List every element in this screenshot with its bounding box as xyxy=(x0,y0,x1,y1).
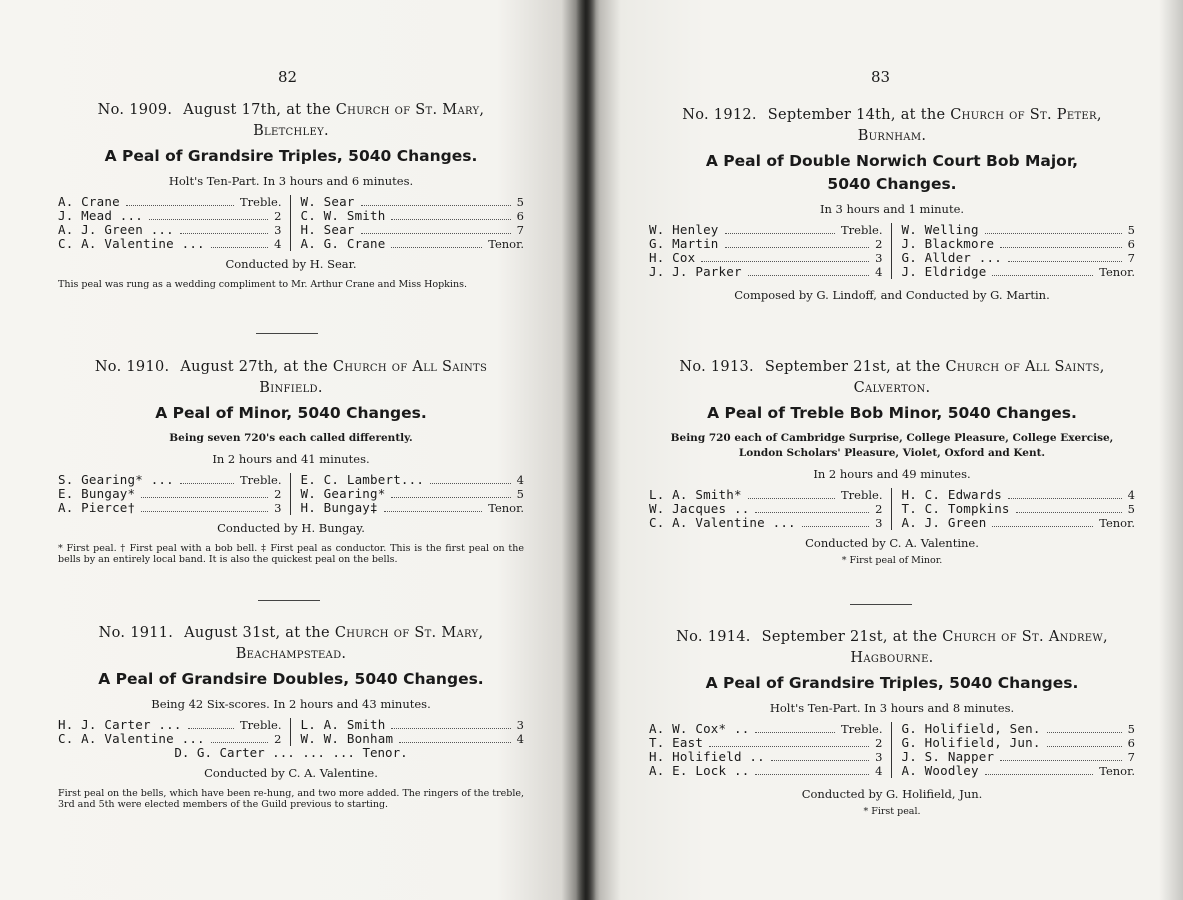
conductor-line: Conducted by C. A. Valentine. xyxy=(204,766,378,780)
conductor-line: Conducted by H. Bungay. xyxy=(217,521,365,535)
section-divider xyxy=(850,604,912,605)
ringer-row xyxy=(649,764,883,778)
ringer-name: G. Holifield, Sen. xyxy=(901,721,1041,736)
bell-number: Tenor. xyxy=(1099,764,1135,778)
entry-church: Church of St. Mary, xyxy=(335,102,485,118)
ringer-row xyxy=(301,487,525,501)
ringers-right-column xyxy=(291,195,525,251)
ringer-row xyxy=(902,265,1136,279)
entry-date: September 21st, at the xyxy=(761,629,938,645)
ringer-name: J. Mead ... xyxy=(58,208,143,223)
bell-number: 5 xyxy=(516,195,524,209)
ringer-row xyxy=(902,488,1136,502)
peal-subtitle: Being 42 Six-scores. In 2 hours and 43 minutes. xyxy=(151,697,431,711)
bell-number: 6 xyxy=(1127,736,1135,750)
ringer-name: G. Allder ... xyxy=(901,250,1002,265)
ringer-row xyxy=(301,195,525,209)
ringer-row xyxy=(301,732,525,746)
ringers-table xyxy=(58,195,524,251)
ringer-row xyxy=(902,764,1136,778)
bell-number: 2 xyxy=(875,736,883,750)
peal-title: A Peal of Grandsire Doubles, 5040 Changes. xyxy=(98,670,484,688)
ringers-left-column xyxy=(649,722,892,778)
footnote: * First peal. † First peal with a bob bell. ‡ First peal as conductor. This is the first peal on the bells by an entirely local band. It is also the quickest peal on the bells. xyxy=(58,543,524,565)
peal-duration: In 2 hours and 41 minutes. xyxy=(212,452,370,466)
bell-number: Tenor. xyxy=(488,237,524,251)
ringer-name: C. A. Valentine ... xyxy=(649,515,796,530)
bell-number: Treble. xyxy=(240,195,282,209)
entry-date: August 31st, at the xyxy=(184,625,330,641)
ringer-name: G. Martin xyxy=(649,236,719,251)
entry-date: August 17th, at the xyxy=(183,102,331,118)
bell-number: 4 xyxy=(516,473,524,487)
ringers-table xyxy=(58,718,524,746)
ringer-name: A. W. Cox* .. xyxy=(649,721,750,736)
bell-number: Treble. xyxy=(240,473,282,487)
page-number: 82 xyxy=(278,68,298,86)
peal-subtitle: Being 720 each of Cambridge Surprise, College Pleasure, College Exercise, London Scholars' Pleasure, Violet, Oxford and Kent. xyxy=(670,432,1114,459)
entry-place: Calverton. xyxy=(853,380,931,396)
bell-number: 2 xyxy=(274,487,282,501)
peal-duration: In 2 hours and 49 minutes. xyxy=(813,467,971,481)
bell-number: Treble. xyxy=(240,718,282,732)
peal-entry-1913 xyxy=(649,357,1135,566)
ringer-name: W. Jacques .. xyxy=(649,501,750,516)
bell-number: 3 xyxy=(875,516,883,530)
ringer-row xyxy=(649,223,883,237)
conductor-line: Composed by G. Lindoff, and Conducted by G. Martin. xyxy=(734,288,1050,302)
ringer-row xyxy=(58,237,282,251)
peal-title: A Peal of Treble Bob Minor, 5040 Changes. xyxy=(707,404,1077,422)
ringer-name: W. Welling xyxy=(901,222,979,237)
ringer-row xyxy=(649,516,883,530)
bell-number: 5 xyxy=(1127,223,1135,237)
ringer-row xyxy=(58,209,282,223)
ringer-row xyxy=(649,750,883,764)
ringer-row xyxy=(902,516,1136,530)
bell-number: Treble. xyxy=(841,722,883,736)
bell-number: 5 xyxy=(1127,722,1135,736)
ringers-left-column xyxy=(58,718,291,746)
ringer-name: G. Holifield, Jun. xyxy=(901,735,1041,750)
ringer-row xyxy=(58,473,282,487)
footnote: * First peal. xyxy=(863,806,921,817)
bell-number: 7 xyxy=(1127,251,1135,265)
ringer-row xyxy=(301,237,525,251)
ringer-row xyxy=(649,251,883,265)
ringer-row xyxy=(301,718,525,732)
ringer-name: J. Blackmore xyxy=(901,236,995,251)
entry-date: September 21st, at the xyxy=(764,359,941,375)
entry-heading xyxy=(58,100,524,142)
right-page xyxy=(585,0,1183,900)
ringer-name: A. Woodley xyxy=(901,763,979,778)
entry-number: No. 1909. xyxy=(97,102,173,118)
ringer-name: W. Henley xyxy=(649,222,719,237)
peal-subtitle: In 3 hours and 1 minute. xyxy=(819,202,965,216)
entry-number: No. 1914. xyxy=(676,629,751,645)
entry-number: No. 1912. xyxy=(682,107,757,123)
peal-subtitle: Being seven 720's each called differently. xyxy=(169,432,413,444)
bell-number: 4 xyxy=(1127,488,1135,502)
ringer-row xyxy=(301,209,525,223)
ringer-name: H. C. Edwards xyxy=(901,487,1002,502)
ringer-name: H. Bungay‡ xyxy=(300,500,378,515)
ringer-name: W. Gearing* xyxy=(300,486,386,501)
ringers-left-column xyxy=(58,473,291,515)
ringers-left-column xyxy=(58,195,291,251)
ringer-row xyxy=(58,223,282,237)
ringers-table xyxy=(649,488,1135,530)
ringer-row xyxy=(58,487,282,501)
ringer-name: T. C. Tompkins xyxy=(901,501,1010,516)
bell-number: 3 xyxy=(274,501,282,515)
entry-church: Church of St. Andrew, xyxy=(942,629,1108,645)
ringer-row xyxy=(58,718,282,732)
ringers-right-column xyxy=(892,223,1136,279)
entry-heading xyxy=(58,357,524,399)
bell-number: 4 xyxy=(274,237,282,251)
bell-number: 5 xyxy=(516,487,524,501)
ringer-row xyxy=(649,502,883,516)
entry-place: Binfield. xyxy=(259,380,323,396)
ringer-name: H. Holifield .. xyxy=(649,749,765,764)
ringer-row xyxy=(301,473,525,487)
ringer-row xyxy=(58,501,282,515)
ringers-table xyxy=(58,473,524,515)
bell-number: 2 xyxy=(875,237,883,251)
ringer-row xyxy=(902,223,1136,237)
bell-number: Tenor. xyxy=(1099,265,1135,279)
ringer-row xyxy=(649,237,883,251)
footnote: First peal on the bells, which have been re-hung, and two more added. The ringers of the treble, 3rd and 5th were elected members of the Guild previous to starting. xyxy=(58,788,524,810)
conductor-line: Conducted by H. Sear. xyxy=(225,257,357,271)
ringer-name: J. J. Parker xyxy=(649,264,742,279)
ringers-right-column xyxy=(892,722,1136,778)
peal-title: A Peal of Grandsire Triples, 5040 Changes. xyxy=(705,674,1079,692)
bell-number: 6 xyxy=(1127,237,1135,251)
ringer-name: L. A. Smith xyxy=(300,717,386,732)
ringer-name: T. East xyxy=(649,735,704,750)
tenor-ringer: D. G. Carter ... ... ... Tenor. xyxy=(174,745,408,760)
peal-entry-1909 xyxy=(58,100,524,290)
peal-entry-1911 xyxy=(58,623,524,810)
ringers-left-column xyxy=(649,223,892,279)
entry-heading xyxy=(58,623,524,665)
ringer-row xyxy=(902,722,1136,736)
ringer-name: A. Pierce† xyxy=(58,500,136,515)
book-gutter xyxy=(576,0,596,900)
bell-number: Tenor. xyxy=(1099,516,1135,530)
ringer-name: A. E. Lock .. xyxy=(649,763,750,778)
ringer-row xyxy=(649,736,883,750)
ringer-name: C. A. Valentine ... xyxy=(58,731,205,746)
ringer-name: C. W. Smith xyxy=(300,208,386,223)
bell-number: 3 xyxy=(875,251,883,265)
ringer-row xyxy=(649,488,883,502)
ringer-name: C. A. Valentine ... xyxy=(58,236,205,251)
peal-entry-1914 xyxy=(649,627,1135,817)
section-divider xyxy=(256,333,318,334)
entry-heading xyxy=(649,627,1135,669)
ringer-name: E. Bungay* xyxy=(58,486,136,501)
bell-number: Tenor. xyxy=(488,501,524,515)
entry-place: Hagbourne. xyxy=(850,650,934,666)
ringers-table xyxy=(649,722,1135,778)
entry-place: Beachampstead. xyxy=(235,646,347,662)
ringer-name: J. Eldridge xyxy=(901,264,987,279)
peal-title-line-2: 5040 Changes. xyxy=(827,175,957,193)
bell-number: 4 xyxy=(875,764,883,778)
bell-number: 6 xyxy=(516,209,524,223)
bell-number: Treble. xyxy=(841,223,883,237)
bell-number: 2 xyxy=(875,502,883,516)
conductor-line: Conducted by C. A. Valentine. xyxy=(805,536,979,550)
ringers-right-column xyxy=(892,488,1136,530)
ringer-name: W. W. Bonham xyxy=(300,731,394,746)
entry-place: Burnham. xyxy=(857,128,927,144)
peal-entry-1910 xyxy=(58,357,524,565)
page-number: 83 xyxy=(871,68,891,86)
ringer-row xyxy=(649,722,883,736)
ringer-name: H. Cox xyxy=(649,250,696,265)
ringers-table xyxy=(649,223,1135,279)
bell-number: 2 xyxy=(274,209,282,223)
footnote: This peal was rung as a wedding compliment to Mr. Arthur Crane and Miss Hopkins. xyxy=(58,279,467,290)
entry-church: Church of All Saints xyxy=(332,359,488,375)
ringer-row xyxy=(301,223,525,237)
ringer-name: A. J. Green ... xyxy=(58,222,174,237)
bell-number: 4 xyxy=(516,732,524,746)
peal-title: A Peal of Minor, 5040 Changes. xyxy=(155,404,427,422)
bell-number: 7 xyxy=(1127,750,1135,764)
bell-number: 3 xyxy=(516,718,524,732)
peal-subtitle: Holt's Ten-Part. In 3 hours and 6 minutes. xyxy=(168,174,414,188)
footnote: * First peal of Minor. xyxy=(841,555,943,566)
ringer-row xyxy=(902,502,1136,516)
bell-number: Treble. xyxy=(841,488,883,502)
entry-number: No. 1911. xyxy=(98,625,174,641)
ringer-row xyxy=(902,736,1136,750)
section-divider xyxy=(258,600,320,601)
ringers-right-column xyxy=(291,718,525,746)
ringer-name: H. Sear xyxy=(300,222,355,237)
bell-number: 5 xyxy=(1127,502,1135,516)
ringer-name: A. Crane xyxy=(58,194,120,209)
peal-title: A Peal of Grandsire Triples, 5040 Changes. xyxy=(104,147,478,165)
entry-church: Church of St. Peter, xyxy=(950,107,1102,123)
entry-number: No. 1910. xyxy=(94,359,170,375)
entry-church: Church of St. Mary, xyxy=(334,625,484,641)
ringers-left-column xyxy=(649,488,892,530)
ringer-name: H. J. Carter ... xyxy=(58,717,182,732)
ringers-right-column xyxy=(291,473,525,515)
peal-subtitle: Holt's Ten-Part. In 3 hours and 8 minutes. xyxy=(769,701,1015,715)
ringer-row xyxy=(58,732,282,746)
bell-number: 3 xyxy=(875,750,883,764)
ringer-name: A. J. Green xyxy=(901,515,987,530)
ringer-row xyxy=(649,265,883,279)
conductor-line: Conducted by G. Holifield, Jun. xyxy=(801,787,983,801)
ringer-name: E. C. Lambert... xyxy=(300,472,425,487)
entry-heading xyxy=(649,105,1135,147)
ringer-row xyxy=(58,195,282,209)
ringer-name: W. Sear xyxy=(300,194,355,209)
ringer-name: A. G. Crane xyxy=(300,236,386,251)
bell-number: 3 xyxy=(274,223,282,237)
ringer-row xyxy=(301,501,525,515)
entry-date: September 14th, at the xyxy=(767,107,946,123)
bell-number: 4 xyxy=(875,265,883,279)
ringer-name: L. A. Smith* xyxy=(649,487,742,502)
ringer-name: S. Gearing* ... xyxy=(58,472,174,487)
entry-heading xyxy=(649,357,1135,399)
entry-church: Church of All Saints, xyxy=(945,359,1105,375)
ringer-row xyxy=(902,237,1136,251)
ringer-row xyxy=(902,750,1136,764)
left-page xyxy=(0,0,585,900)
ringer-name: J. S. Napper xyxy=(901,749,995,764)
peal-entry-1912 xyxy=(649,105,1135,302)
peal-title: A Peal of Double Norwich Court Bob Major, xyxy=(705,152,1079,170)
ringer-row xyxy=(902,251,1136,265)
entry-date: August 27th, at the xyxy=(180,359,328,375)
entry-number: No. 1913. xyxy=(679,359,754,375)
entry-place: Bletchley. xyxy=(253,123,329,139)
bell-number: 2 xyxy=(274,732,282,746)
bell-number: 7 xyxy=(516,223,524,237)
